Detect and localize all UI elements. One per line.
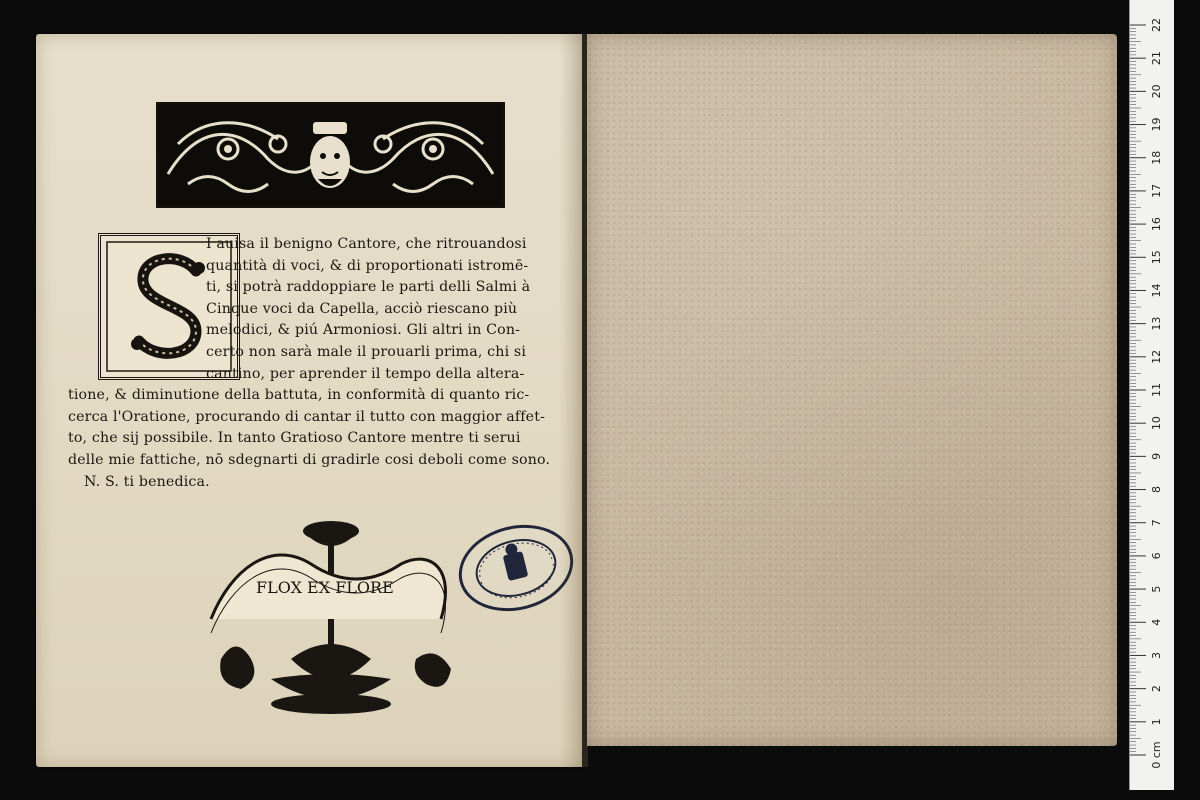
flower-emblem-icon [201,509,466,721]
ruler-number: 7 [1150,519,1163,527]
ruler-number: 11 [1150,383,1163,397]
printers-device-emblem [201,509,466,721]
ruler-number: 15 [1150,250,1163,265]
text-line: melodici, & piú Armoniosi. Gli altri in Con- [206,322,521,339]
ruler-number: 19 [1150,117,1163,132]
text-line: quantità di voci, & di proportionati istromē- [206,257,529,274]
ruler-number: 4 [1150,618,1163,626]
text-line: N. S. ti benedica. [84,473,210,490]
ruler-number: 16 [1150,217,1163,232]
ruler-number: 12 [1150,349,1163,364]
ruler-number: 6 [1150,552,1163,560]
ruler-number: 18 [1150,150,1163,165]
ruler-number: 13 [1150,316,1163,331]
library-seal-icon [453,517,579,619]
printed-page [36,34,585,767]
ruler-number: 2 [1150,685,1163,693]
measurement-ruler [1129,0,1174,790]
text-line: ti, si potrà raddoppiare le parti delli Salmi à [206,279,531,296]
text-line: to, che sij possibile. In tanto Gratioso Cantore mentre ti serui [68,430,521,447]
ruler-number: 5 [1150,585,1163,593]
text-line: certo non sarà male il prouarli prima, chi si [206,343,527,360]
emblem-motto: FLOX EX FLORE [256,578,394,597]
blank-page [587,34,1117,746]
ruler-number: 21 [1150,51,1163,66]
ruler-number: 0 cm [1150,741,1163,769]
ruler-scale [1130,0,1174,790]
preface-text [68,234,551,493]
ruler-number: 1 [1150,718,1163,726]
ruler-number: 8 [1150,486,1163,494]
text-line: delle mie fattiche, nō sdegnarti di gradirle cosi deboli come sono. [68,451,551,468]
text-line: tione, & diminutione della battuta, in conformità di quanto ric- [68,387,530,404]
ornamental-headpiece [156,102,505,208]
text-line: I auisa il benigno Cantore, che ritrouandosi [206,236,527,252]
ruler-number: 10 [1150,416,1163,431]
text-line: cerca l'Oratione, procurando di cantar il tutto con maggior affet- [68,408,546,425]
headpiece-ornament-icon [158,104,503,206]
ruler-number: 20 [1150,84,1163,99]
library-stamp [450,513,583,623]
ruler-number: 17 [1150,183,1163,198]
ruler-number: 3 [1150,651,1163,659]
text-line: cantino, per aprender il tempo della altera- [206,365,525,382]
ruler-number: 9 [1150,452,1163,460]
ruler-number: 14 [1150,283,1163,298]
text-line: Cinque voci da Capella, acciò riescano più [206,300,518,317]
ruler-number: 22 [1150,18,1163,32]
